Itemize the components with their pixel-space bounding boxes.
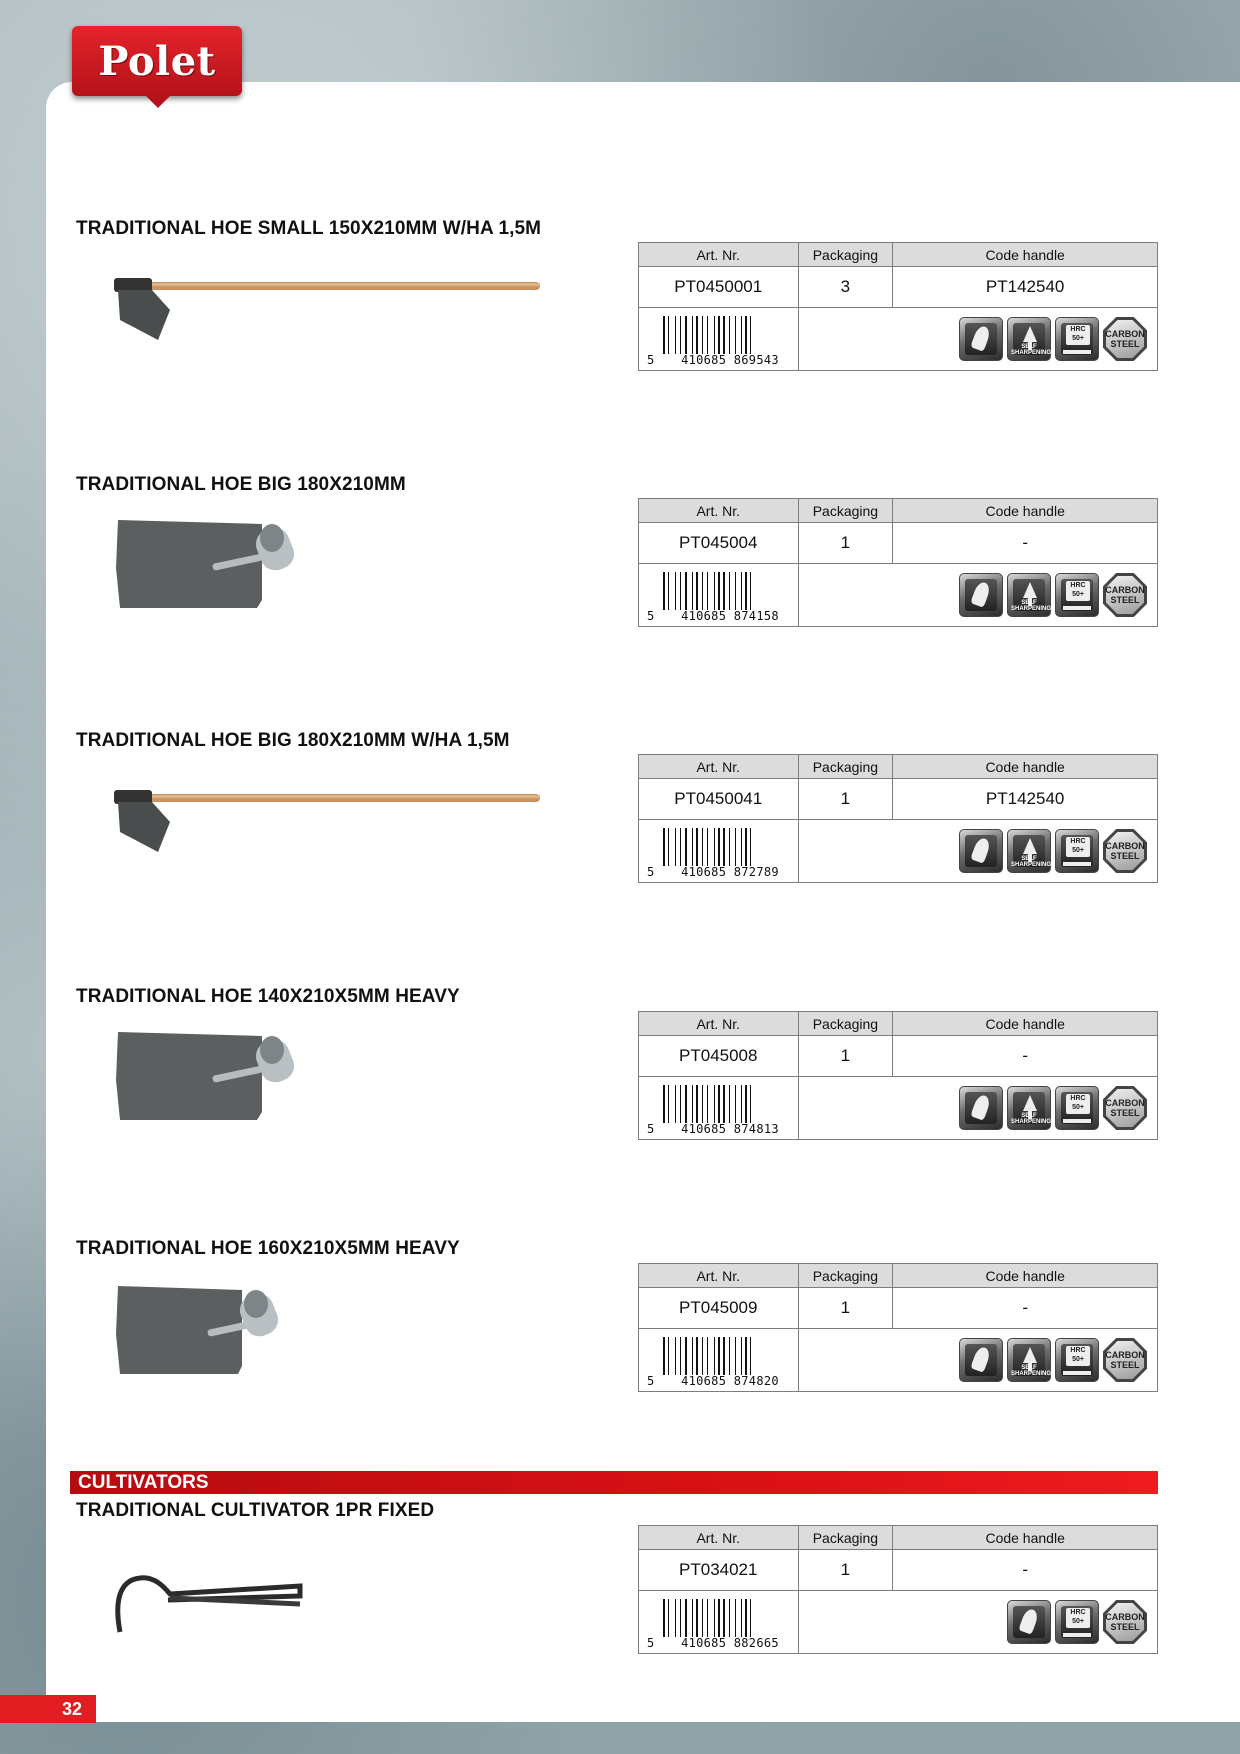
feature-icons-cell [798,564,1158,627]
product-image-hoe-head [112,1030,317,1125]
hrc-label: HRC 50+ [1066,581,1090,601]
barcode-bar [750,1337,751,1375]
product-spec-table [638,498,1158,627]
barcode-bar [714,1599,715,1637]
weeding-icon [959,317,1003,361]
barcode-bar [729,828,730,866]
barcode-bar [741,572,742,610]
barcode-bar [685,828,687,866]
self-sharpening-label: SELF SHARPENING [1011,856,1052,868]
barcode-bar [692,1337,693,1375]
barcode-bar [745,1085,747,1123]
self-sharpening-icon [1007,573,1051,617]
barcode-bar [750,316,751,354]
barcode-bar [741,316,742,354]
feature-icons-cell [798,308,1158,371]
barcode-bars [663,316,797,354]
carbon-steel-label: CARBON STEEL [1105,1350,1145,1370]
barcode-bars [663,1599,797,1637]
barcode-bar [696,572,698,610]
header-code-handle: Code handle [893,1526,1158,1550]
barcode-digits: 410685 874820 [681,1374,779,1388]
barcode-bar [668,1337,669,1375]
barcode-bar [668,1599,669,1637]
barcode-bar [723,828,725,866]
carbon-steel-icon [1103,573,1147,617]
hrc-label: HRC 50+ [1066,837,1090,857]
barcode [647,1085,797,1135]
barcode-bar [696,1599,698,1637]
code-handle-value: - [893,1288,1158,1329]
header-art-nr: Art. Nr. [639,499,799,523]
code-handle-value: - [893,1036,1158,1077]
barcode-bar [668,828,669,866]
weeding-icon [959,829,1003,873]
barcode-lead-digit: 5 [647,609,655,623]
barcode-bar [735,828,736,866]
header-packaging: Packaging [798,755,893,779]
barcode [647,1599,797,1649]
carbon-steel-icon [1103,1600,1147,1644]
barcode-bar [707,1337,708,1375]
barcode-digits: 410685 874813 [681,1122,779,1136]
barcode-lead-digit: 5 [647,1374,655,1388]
feature-icons-cell [798,1077,1158,1140]
hrc-label: HRC 50+ [1066,1608,1090,1628]
carbon-steel-label: CARBON STEEL [1105,329,1145,349]
art-nr-value: PT0450041 [639,779,799,820]
barcode-bar [663,1599,665,1637]
header-art-nr: Art. Nr. [639,1526,799,1550]
barcode-bar [663,1337,665,1375]
barcode-bar [675,1085,676,1123]
barcode-bar [735,316,736,354]
product-title: TRADITIONAL HOE BIG 180X210MM W/HA 1,5M [76,730,510,751]
barcode-cell [639,1077,799,1140]
barcode-bar [741,1337,742,1375]
code-handle-value: PT142540 [893,267,1158,308]
barcode-bar [750,572,751,610]
barcode-bar [702,1599,703,1637]
brand-logo-text: Polet [98,37,216,85]
barcode-bar [680,1599,681,1637]
self-sharpening-label: SELF SHARPENING [1011,344,1052,356]
barcode-bar [675,828,676,866]
barcode-bar [729,1599,730,1637]
feature-icons [959,573,1147,617]
barcode-bar [718,828,720,866]
barcode-digits: 410685 869543 [681,353,779,367]
barcode-bar [735,1085,736,1123]
barcode-bar [668,1085,669,1123]
self-sharpening-label: SELF SHARPENING [1011,1365,1052,1377]
barcode-bar [718,316,720,354]
carbon-steel-icon [1103,1086,1147,1130]
barcode-bar [680,1085,681,1123]
barcode-bar [745,828,747,866]
header-packaging: Packaging [798,1264,893,1288]
self-sharpening-icon [1007,1338,1051,1382]
barcode-bar [696,1337,698,1375]
barcode-bars [663,828,797,866]
hrc-icon [1055,317,1099,361]
barcode-bar [696,1085,698,1123]
header-art-nr: Art. Nr. [639,243,799,267]
carbon-steel-label: CARBON STEEL [1105,1612,1145,1632]
barcode-bar [680,572,681,610]
barcode-bar [729,572,730,610]
page-number: 32 [61,1699,82,1719]
barcode-cell [639,820,799,883]
barcode-bar [675,316,676,354]
header-packaging: Packaging [798,499,893,523]
weeding-icon [959,573,1003,617]
feature-icons [959,829,1147,873]
barcode-bar [675,1337,676,1375]
product-spec-table [638,1263,1158,1392]
barcode-bar [723,1599,725,1637]
barcode-bar [692,828,693,866]
barcode-bar [675,572,676,610]
hrc-icon [1055,829,1099,873]
hrc-label: HRC 50+ [1066,1094,1090,1114]
barcode-bar [663,1085,665,1123]
product-image-hoe-head [112,518,317,613]
packaging-value: 1 [798,1550,893,1591]
code-handle-value: - [893,523,1158,564]
barcode-bar [685,1337,687,1375]
product-spec-table [638,754,1158,883]
header-code-handle: Code handle [893,1012,1158,1036]
carbon-steel-icon [1103,317,1147,361]
barcode-bar [707,1085,708,1123]
header-art-nr: Art. Nr. [639,1012,799,1036]
barcode-digits: 410685 874158 [681,609,779,623]
barcode-bar [729,316,730,354]
product-spec-table [638,1011,1158,1140]
barcode-bar [675,1599,676,1637]
barcode-bar [692,572,693,610]
carbon-steel-icon [1103,1338,1147,1382]
barcode-bar [741,1085,742,1123]
header-art-nr: Art. Nr. [639,755,799,779]
barcode-bar [696,828,698,866]
header-code-handle: Code handle [893,755,1158,779]
product-image-hoe-with-handle [110,270,555,342]
product-spec-table [638,1525,1158,1654]
barcode-bar [668,572,669,610]
barcode-bar [685,1599,687,1637]
hrc-icon [1055,573,1099,617]
barcode-lead-digit: 5 [647,1122,655,1136]
section-header-cultivators [70,1471,1158,1494]
weeding-icon [959,1338,1003,1382]
barcode-bar [745,572,747,610]
barcode-digits: 410685 872789 [681,865,779,879]
brand-logo[interactable] [72,26,242,96]
barcode-bar [702,828,703,866]
product-image-hoe-head [112,1284,317,1379]
barcode [647,572,797,622]
packaging-value: 3 [798,267,893,308]
carbon-steel-label: CARBON STEEL [1105,585,1145,605]
art-nr-value: PT045009 [639,1288,799,1329]
carbon-steel-label: CARBON STEEL [1105,841,1145,861]
art-nr-value: PT045004 [639,523,799,564]
barcode [647,316,797,366]
barcode-bar [750,1599,751,1637]
barcode-cell [639,308,799,371]
barcode-bar [723,1085,725,1123]
barcode-bar [714,572,715,610]
product-title: TRADITIONAL HOE 140X210X5MM HEAVY [76,986,460,1007]
barcode-bars [663,1337,797,1375]
self-sharpening-icon [1007,829,1051,873]
feature-icons [959,1086,1147,1130]
barcode-bar [707,828,708,866]
hrc-icon [1055,1338,1099,1382]
product-title: TRADITIONAL CULTIVATOR 1PR FIXED [76,1500,435,1521]
section-title: CULTIVATORS [78,1472,209,1493]
header-code-handle: Code handle [893,1264,1158,1288]
barcode-bar [729,1337,730,1375]
product-title: TRADITIONAL HOE BIG 180X210MM [76,474,406,495]
barcode-bar [685,316,687,354]
header-code-handle: Code handle [893,243,1158,267]
packaging-value: 1 [798,523,893,564]
barcode-bar [745,316,747,354]
barcode-bar [663,572,665,610]
barcode-lead-digit: 5 [647,353,655,367]
barcode-bar [714,828,715,866]
barcode-bar [718,1599,720,1637]
barcode-bar [735,1337,736,1375]
barcode-bar [685,1085,687,1123]
header-art-nr: Art. Nr. [639,1264,799,1288]
carbon-steel-label: CARBON STEEL [1105,1098,1145,1118]
barcode-bar [735,1599,736,1637]
barcode-bar [723,572,725,610]
product-title: TRADITIONAL HOE SMALL 150X210MM W/HA 1,5M [76,218,542,239]
barcode-bar [663,316,665,354]
barcode-bar [714,1085,715,1123]
barcode-digits: 410685 882665 [681,1636,779,1650]
barcode-bar [735,572,736,610]
hrc-label: HRC 50+ [1066,1346,1090,1366]
weeding-icon [1007,1600,1051,1644]
barcode-bar [692,1085,693,1123]
barcode-bar [741,1599,742,1637]
barcode-bar [718,1085,720,1123]
header-code-handle: Code handle [893,499,1158,523]
feature-icons [959,317,1147,361]
barcode-bar [741,828,742,866]
product-image-hoe-with-handle [110,782,555,854]
product-title: TRADITIONAL HOE 160X210X5MM HEAVY [76,1238,460,1259]
barcode-cell [639,564,799,627]
barcode-bar [707,572,708,610]
hrc-label: HRC 50+ [1066,325,1090,345]
barcode-bar [692,316,693,354]
art-nr-value: PT034021 [639,1550,799,1591]
product-image-cultivator [110,1560,310,1640]
page-number-badge [0,1695,96,1723]
barcode-cell [639,1591,799,1654]
barcode-bars [663,572,797,610]
art-nr-value: PT0450001 [639,267,799,308]
feature-icons [1007,1600,1147,1644]
header-packaging: Packaging [798,1526,893,1550]
header-packaging: Packaging [798,1012,893,1036]
packaging-value: 1 [798,779,893,820]
hrc-icon [1055,1086,1099,1130]
barcode [647,1337,797,1387]
barcode-bar [692,1599,693,1637]
barcode-bar [723,1337,725,1375]
barcode-bar [702,1337,703,1375]
barcode-bar [750,828,751,866]
barcode-bar [663,828,665,866]
barcode-bar [680,316,681,354]
self-sharpening-icon [1007,1086,1051,1130]
hrc-icon [1055,1600,1099,1644]
barcode-bar [729,1085,730,1123]
barcode-lead-digit: 5 [647,1636,655,1650]
feature-icons [959,1338,1147,1382]
feature-icons-cell [798,1591,1158,1654]
barcode-cell [639,1329,799,1392]
barcode-bar [680,828,681,866]
barcode-bar [702,316,703,354]
barcode-bar [750,1085,751,1123]
feature-icons-cell [798,1329,1158,1392]
feature-icons-cell [798,820,1158,883]
code-handle-value: PT142540 [893,779,1158,820]
barcode-lead-digit: 5 [647,865,655,879]
barcode-bar [707,316,708,354]
product-spec-table [638,242,1158,371]
barcode-bar [702,572,703,610]
barcode-bars [663,1085,797,1123]
barcode-bar [745,1599,747,1637]
barcode-bar [696,316,698,354]
barcode-bar [714,1337,715,1375]
barcode-bar [702,1085,703,1123]
packaging-value: 1 [798,1036,893,1077]
barcode-bar [680,1337,681,1375]
self-sharpening-icon [1007,317,1051,361]
barcode-bar [685,572,687,610]
barcode-bar [718,1337,720,1375]
code-handle-value: - [893,1550,1158,1591]
packaging-value: 1 [798,1288,893,1329]
barcode [647,828,797,878]
barcode-bar [718,572,720,610]
barcode-bar [745,1337,747,1375]
barcode-bar [723,316,725,354]
barcode-bar [714,316,715,354]
self-sharpening-label: SELF SHARPENING [1011,600,1052,612]
header-packaging: Packaging [798,243,893,267]
weeding-icon [959,1086,1003,1130]
art-nr-value: PT045008 [639,1036,799,1077]
self-sharpening-label: SELF SHARPENING [1011,1113,1052,1125]
barcode-bar [668,316,669,354]
barcode-bar [707,1599,708,1637]
carbon-steel-icon [1103,829,1147,873]
